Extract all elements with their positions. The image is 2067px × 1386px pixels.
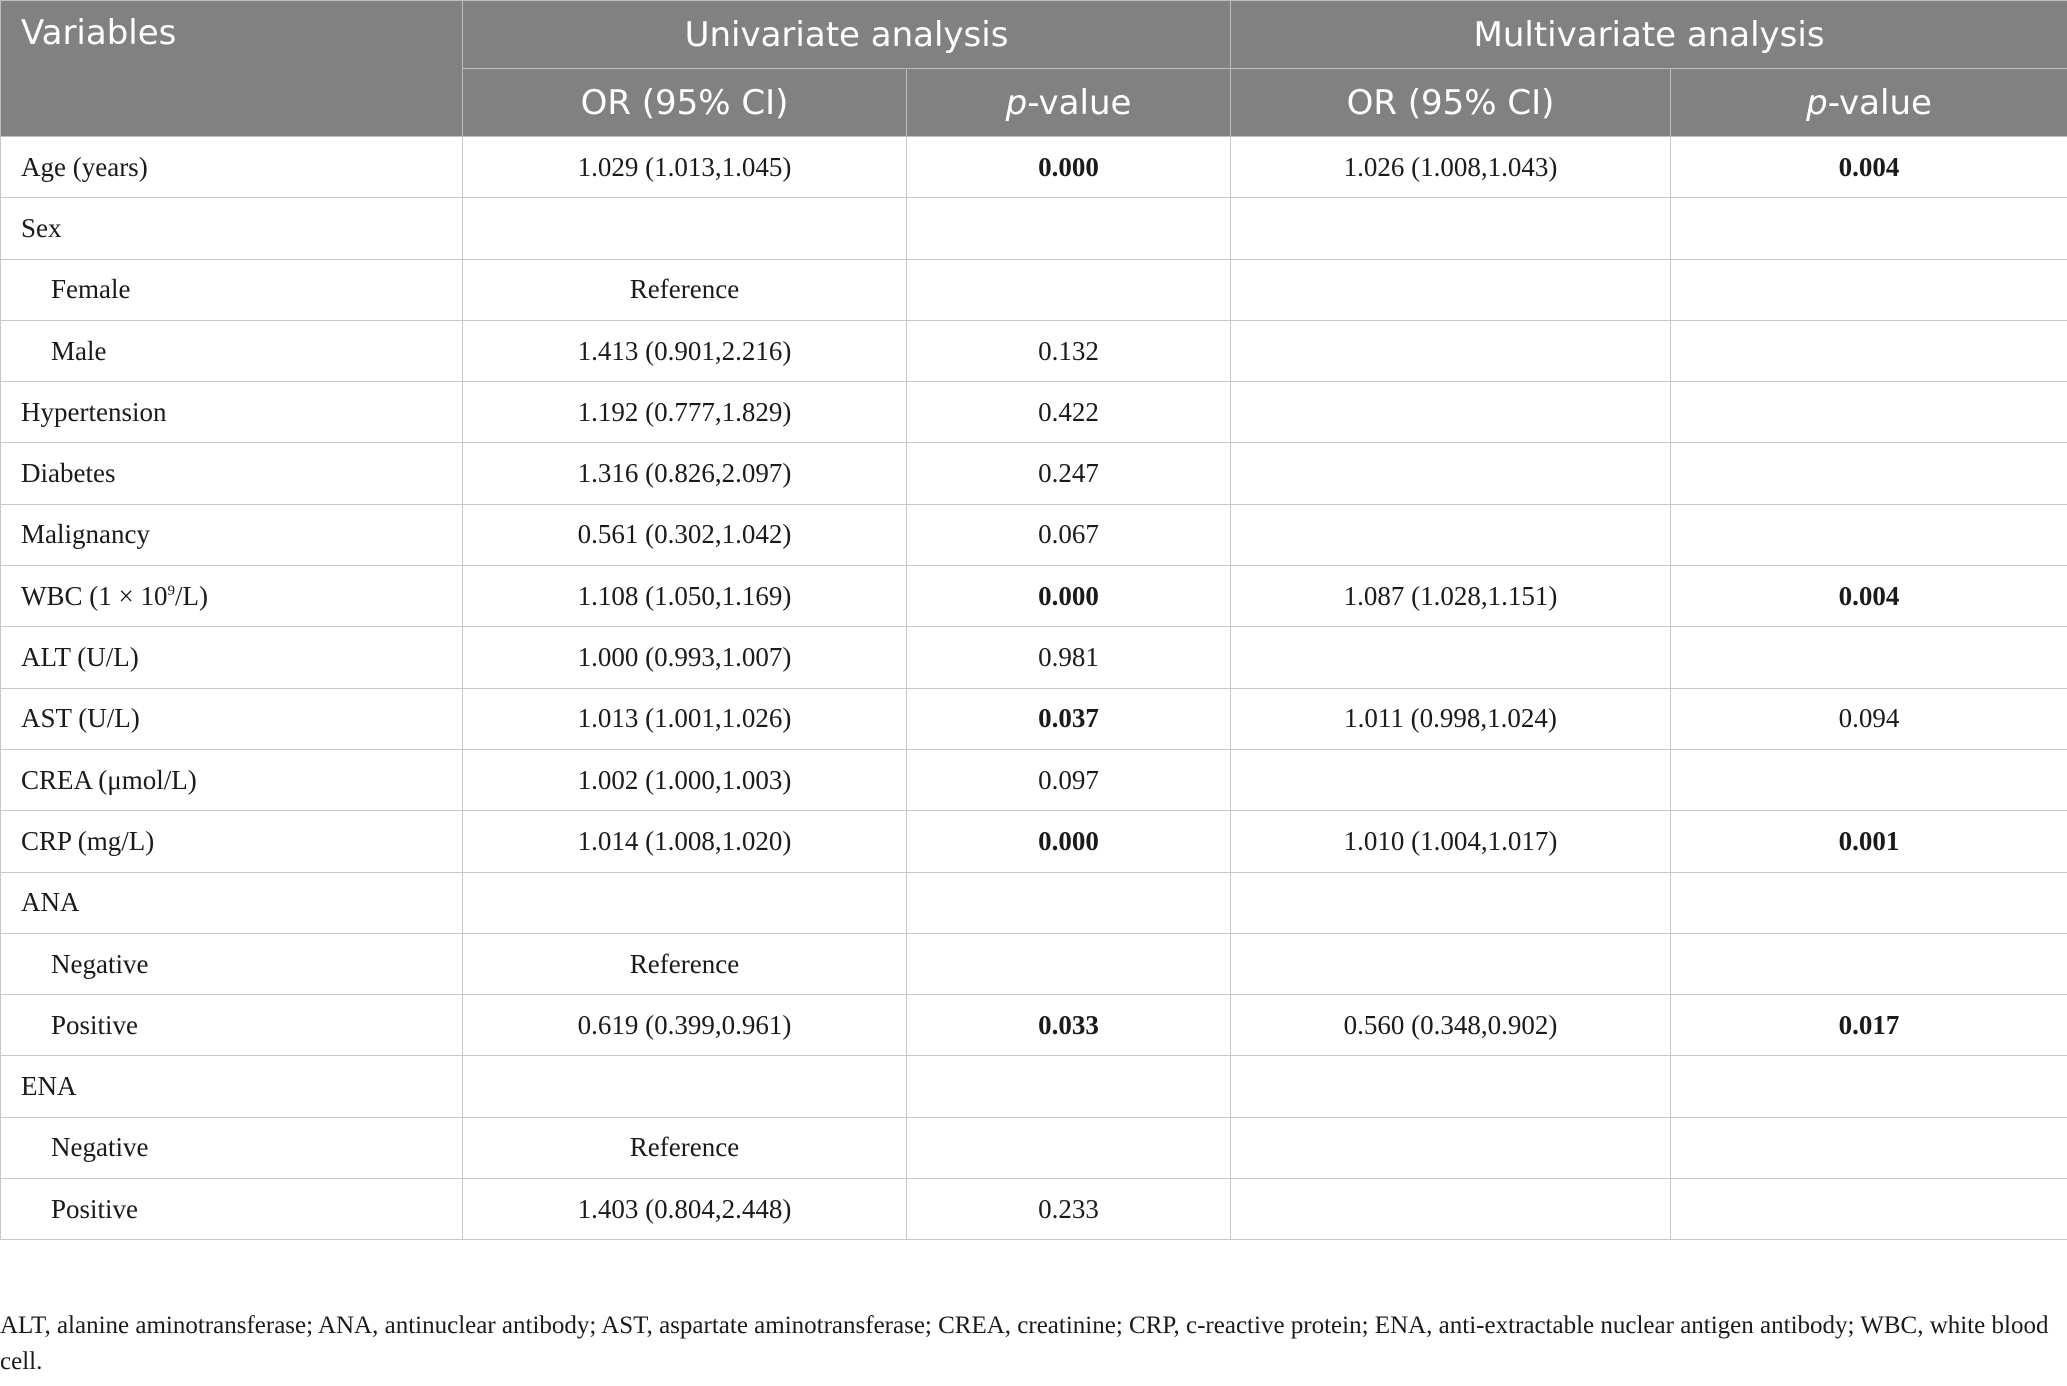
univariate-or-cell: Reference	[463, 1117, 907, 1178]
multivariate-or-cell	[1231, 933, 1671, 994]
univariate-p-cell	[907, 933, 1231, 994]
multivariate-p-cell	[1671, 198, 2067, 259]
univariate-p-cell	[907, 1056, 1231, 1117]
multivariate-or-cell	[1231, 1056, 1671, 1117]
variable-label: ALT (U/L)	[21, 642, 139, 673]
univariate-or-cell: 1.000 (0.993,1.007)	[463, 627, 907, 688]
variable-cell	[1, 443, 463, 504]
univariate-or-cell: 1.316 (0.826,2.097)	[463, 443, 907, 504]
multivariate-or-cell	[1231, 382, 1671, 443]
univariate-or-cell: 1.403 (0.804,2.448)	[463, 1179, 907, 1240]
variable-label: Positive	[51, 1009, 139, 1040]
multivariate-or-cell	[1231, 320, 1671, 381]
univariate-or-cell: 0.619 (0.399,0.961)	[463, 995, 907, 1056]
table-row	[1, 688, 2067, 749]
variable-label: Age (years)	[21, 151, 148, 182]
header-univariate-or: OR (95% CI)	[463, 69, 907, 137]
multivariate-p-cell	[1671, 382, 2067, 443]
variable-label: Malignancy	[21, 519, 150, 550]
variable-cell	[1, 872, 463, 933]
variable-label: Male	[51, 335, 107, 366]
table-footnote: ALT, alanine aminotransferase; ANA, antinuclear antibody; AST, aspartate aminotransferase; CREA, creatinine; CRP, c-reactive protein; ENA, anti-extractable nuclear antigen antibody; WBC, white blood cell.	[0, 1312, 2049, 1375]
variable-cell	[1, 1179, 463, 1240]
table-row	[1, 1056, 2067, 1117]
univariate-or-cell	[463, 872, 907, 933]
multivariate-or-cell: 1.087 (1.028,1.151)	[1231, 566, 1671, 627]
variable-label: CRP (mg/L)	[21, 825, 155, 856]
univariate-p-cell: 0.422	[907, 382, 1231, 443]
multivariate-p-cell	[1671, 504, 2067, 565]
header-univariate: Univariate analysis	[463, 1, 1231, 69]
univariate-p-cell: 0.067	[907, 504, 1231, 565]
variable-label: Negative	[51, 948, 149, 979]
variable-cell	[1, 1056, 463, 1117]
table-row	[1, 443, 2067, 504]
variable-label: Diabetes	[21, 458, 116, 489]
multivariate-or-cell	[1231, 627, 1671, 688]
variable-cell	[1, 749, 463, 810]
table-row	[1, 995, 2067, 1056]
multivariate-or-cell	[1231, 259, 1671, 320]
variable-cell	[1, 320, 463, 381]
univariate-p-cell: 0.033	[907, 995, 1231, 1056]
table-header	[1, 1, 2067, 137]
multivariate-or-cell	[1231, 443, 1671, 504]
multivariate-p-cell	[1671, 627, 2067, 688]
univariate-p-cell: 0.981	[907, 627, 1231, 688]
variable-cell	[1, 688, 463, 749]
univariate-or-cell: 1.014 (1.008,1.020)	[463, 811, 907, 872]
table-row	[1, 933, 2067, 994]
univariate-p-cell: 0.233	[907, 1179, 1231, 1240]
univariate-or-cell: 1.013 (1.001,1.026)	[463, 688, 907, 749]
univariate-p-cell: 0.000	[907, 811, 1231, 872]
univariate-p-cell: 0.132	[907, 320, 1231, 381]
variable-label: ANA	[21, 887, 80, 918]
table-row	[1, 320, 2067, 381]
table-row	[1, 566, 2067, 627]
multivariate-or-cell: 1.026 (1.008,1.043)	[1231, 137, 1671, 198]
multivariate-p-cell: 0.004	[1671, 137, 2067, 198]
multivariate-or-cell: 1.011 (0.998,1.024)	[1231, 688, 1671, 749]
univariate-p-cell	[907, 872, 1231, 933]
variable-cell	[1, 566, 463, 627]
header-multivariate-p	[1671, 69, 2067, 137]
multivariate-p-cell: 0.001	[1671, 811, 2067, 872]
univariate-p-cell: 0.247	[907, 443, 1231, 504]
univariate-p-cell	[907, 259, 1231, 320]
header-multivariate-or: OR (95% CI)	[1231, 69, 1671, 137]
variable-label: Negative	[51, 1132, 149, 1163]
table-row	[1, 1179, 2067, 1240]
variable-label: AST (U/L)	[21, 703, 140, 734]
table-row	[1, 749, 2067, 810]
univariate-or-cell: 0.561 (0.302,1.042)	[463, 504, 907, 565]
p-suffix: -value	[1827, 82, 1932, 123]
table-row	[1, 504, 2067, 565]
univariate-or-cell: 1.192 (0.777,1.829)	[463, 382, 907, 443]
table-row	[1, 259, 2067, 320]
multivariate-p-cell: 0.017	[1671, 995, 2067, 1056]
univariate-or-cell	[463, 198, 907, 259]
variable-label: CREA (μmol/L)	[21, 764, 197, 795]
variable-cell	[1, 382, 463, 443]
univariate-or-cell: 1.413 (0.901,2.216)	[463, 320, 907, 381]
multivariate-or-cell	[1231, 504, 1671, 565]
multivariate-or-cell	[1231, 198, 1671, 259]
multivariate-p-cell: 0.094	[1671, 688, 2067, 749]
multivariate-or-cell	[1231, 749, 1671, 810]
table-row	[1, 382, 2067, 443]
univariate-p-cell: 0.037	[907, 688, 1231, 749]
table-body	[1, 137, 2067, 1240]
multivariate-or-cell	[1231, 872, 1671, 933]
univariate-p-cell	[907, 1117, 1231, 1178]
table-row	[1, 627, 2067, 688]
multivariate-p-cell	[1671, 320, 2067, 381]
variable-cell	[1, 198, 463, 259]
variable-cell	[1, 137, 463, 198]
variable-superscript: 9	[167, 582, 175, 599]
univariate-p-cell: 0.000	[907, 137, 1231, 198]
variable-label: WBC (1 × 10	[21, 580, 168, 611]
variable-label: Sex	[21, 212, 62, 243]
variable-label: Female	[51, 274, 131, 305]
table-row	[1, 811, 2067, 872]
univariate-or-cell: 1.108 (1.050,1.169)	[463, 566, 907, 627]
variable-label: Positive	[51, 1193, 139, 1224]
variable-label-unit: /L)	[174, 580, 208, 611]
variable-cell	[1, 627, 463, 688]
multivariate-or-cell	[1231, 1179, 1671, 1240]
univariate-or-cell: 1.002 (1.000,1.003)	[463, 749, 907, 810]
variable-cell	[1, 1117, 463, 1178]
multivariate-p-cell	[1671, 443, 2067, 504]
table-row	[1, 872, 2067, 933]
multivariate-p-cell	[1671, 872, 2067, 933]
header-variables: Variables	[1, 1, 463, 137]
variable-cell	[1, 933, 463, 994]
univariate-or-cell: 1.029 (1.013,1.045)	[463, 137, 907, 198]
header-multivariate: Multivariate analysis	[1231, 1, 2067, 69]
variable-cell	[1, 504, 463, 565]
table-row	[1, 137, 2067, 198]
table-row	[1, 198, 2067, 259]
variable-cell	[1, 995, 463, 1056]
univariate-or-cell: Reference	[463, 933, 907, 994]
univariate-p-cell	[907, 198, 1231, 259]
p-italic: p	[1005, 82, 1028, 123]
univariate-p-cell: 0.000	[907, 566, 1231, 627]
variable-label: Hypertension	[21, 396, 167, 427]
multivariate-or-cell	[1231, 1117, 1671, 1178]
univariate-or-cell: Reference	[463, 259, 907, 320]
table-row	[1, 1117, 2067, 1178]
multivariate-p-cell: 0.004	[1671, 566, 2067, 627]
univariate-p-cell: 0.097	[907, 749, 1231, 810]
variable-cell	[1, 259, 463, 320]
multivariate-p-cell	[1671, 259, 2067, 320]
multivariate-p-cell	[1671, 749, 2067, 810]
multivariate-p-cell	[1671, 1179, 2067, 1240]
variable-cell	[1, 811, 463, 872]
p-suffix: -value	[1027, 82, 1132, 123]
multivariate-p-cell	[1671, 1117, 2067, 1178]
multivariate-p-cell	[1671, 1056, 2067, 1117]
multivariate-or-cell: 0.560 (0.348,0.902)	[1231, 995, 1671, 1056]
univariate-or-cell	[463, 1056, 907, 1117]
multivariate-or-cell: 1.010 (1.004,1.017)	[1231, 811, 1671, 872]
multivariate-p-cell	[1671, 933, 2067, 994]
header-univariate-p	[907, 69, 1231, 137]
p-italic: p	[1806, 82, 1828, 123]
variable-label: ENA	[21, 1071, 77, 1102]
